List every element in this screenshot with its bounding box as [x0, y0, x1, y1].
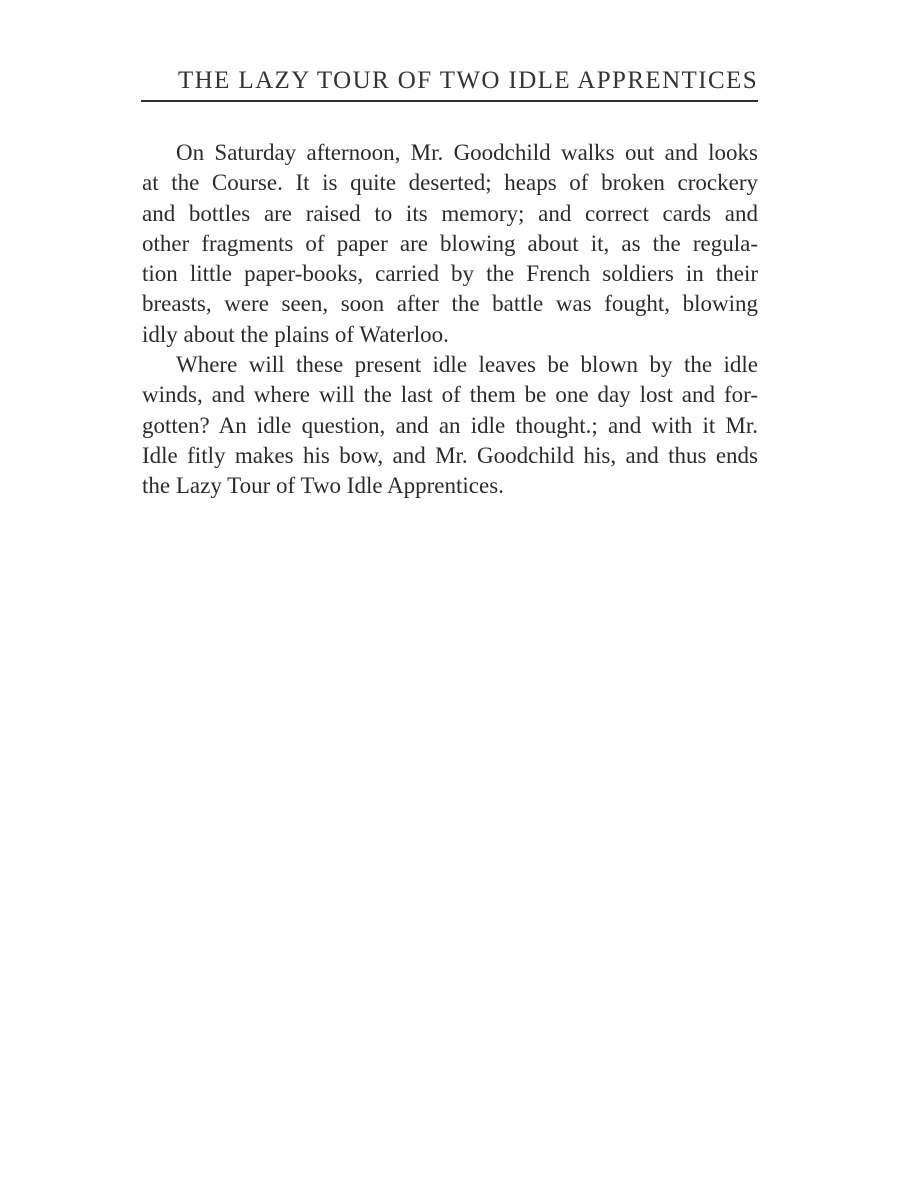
text-line: Idle fitly makes his bow, and Mr. Goodchild his, and thus ends	[142, 442, 758, 468]
paragraph	[142, 138, 758, 350]
text-line: breasts, were seen, soon after the battle was fought, blowing	[142, 291, 758, 317]
paragraph	[142, 350, 758, 501]
text-line: On Saturday afternoon, Mr. Goodchild walks out and looks	[176, 140, 758, 165]
text-line: winds, and where will the last of them be one day lost and for-	[142, 382, 758, 408]
text-line: tion little paper-books, carried by the French soldiers in their	[142, 261, 758, 287]
text-line: idly about the plains of Waterloo.	[142, 321, 449, 347]
header-rule	[141, 100, 758, 102]
text-line: Where will these present idle leaves be blown by the idle	[176, 352, 758, 378]
text-line: gotten? An idle question, and an idle thought.; and with it Mr.	[142, 412, 758, 438]
text-line: other fragments of paper are blowing about it, as the regula-	[142, 230, 758, 256]
text-line: at the Course. It is quite deserted; heaps of broken crockery	[142, 170, 758, 196]
text-line: and bottles are raised to its memory; and correct cards and	[142, 200, 758, 226]
body-text	[142, 138, 758, 502]
text-line: the Lazy Tour of Two Idle Apprentices.	[142, 473, 504, 499]
running-head-title: THE LAZY TOUR OF TWO IDLE APPRENTICES	[177, 67, 758, 94]
